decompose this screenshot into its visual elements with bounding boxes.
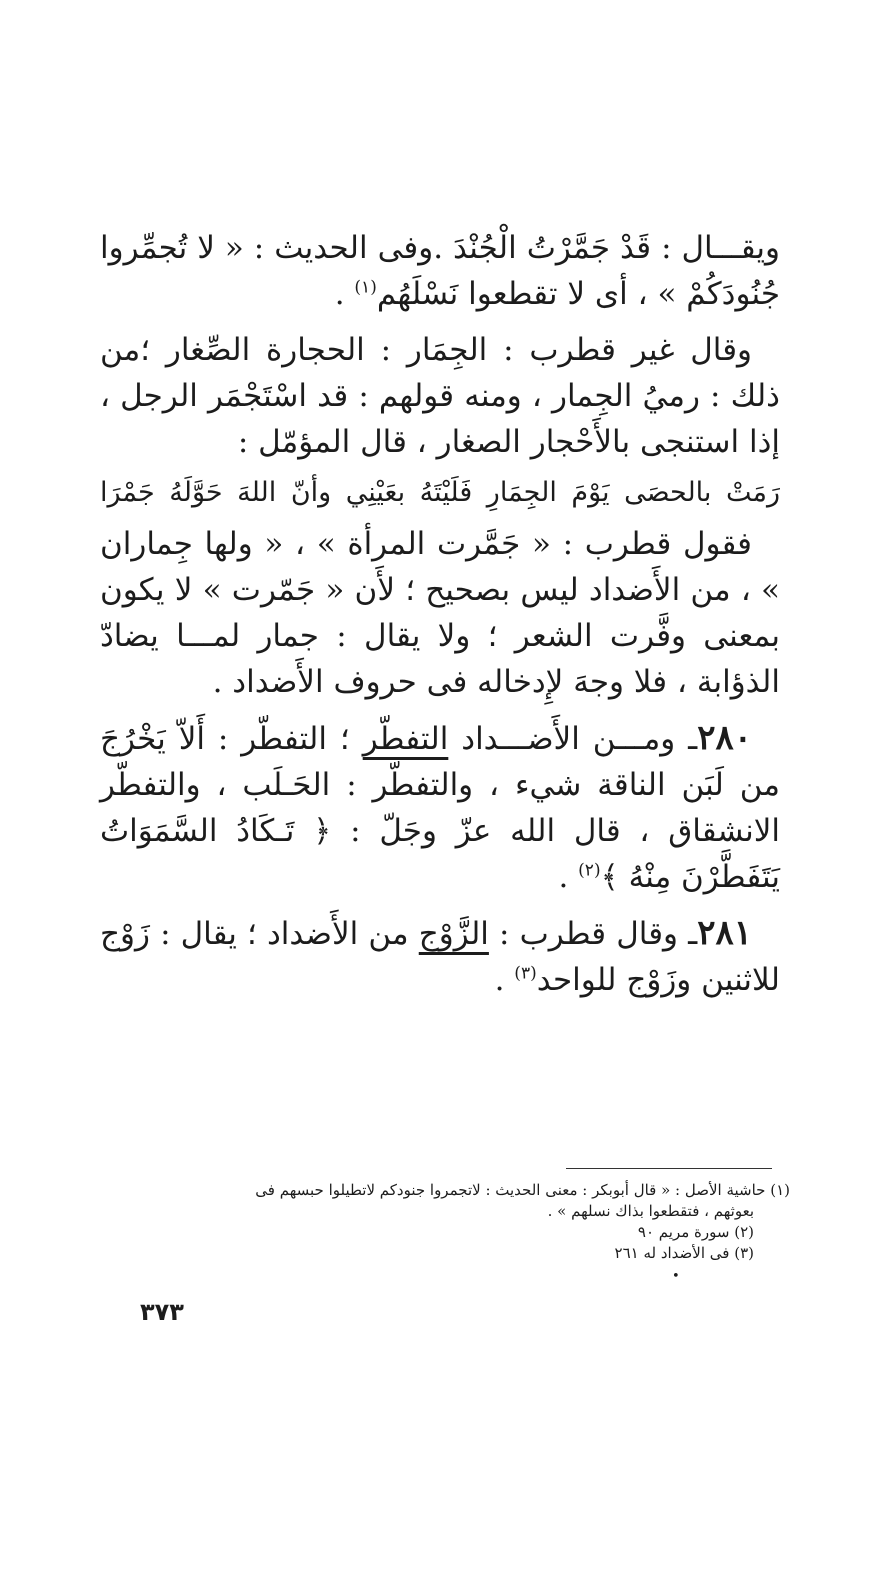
entry-number: ٢٨٠ — [697, 718, 752, 758]
footnotes — [80, 1180, 790, 1264]
footnote-ref-1: (١) — [354, 277, 377, 298]
poetry-verse: رَمَتْ بالحصَى يَوْمَ الجِمَارِ فَلَيْتَهُ بعَيْنِي وأنّ اللهَ حَوَّلَهُ جَمْرَا — [100, 477, 780, 508]
entry-280 — [100, 715, 780, 900]
footnote-2: (٢) سورة مريم ٩٠ — [637, 1223, 754, 1241]
entry-end: . — [494, 962, 515, 998]
paragraph-qutrub: فقول قطرب : « جَمَّرت المرأة » ، « ولها جِماران » ، من الأَضداد ليس بصحيح ؛ لأَن « جَمّرت » لا يكون بمعنى وفَّرت الشعر ؛ ولا يقال : جمار لمـــا يضادّ الذؤابة ، فلا وجهَ لإِدخاله فى حروف الأَضداد . — [100, 526, 780, 700]
paragraph-text: ويقـــال : قَدْ جَمَّرْتُ الْجُنْدَ .وفى الحديث : « لا تُجمِّروا جُنُودَكُمْ » ، أى لا تقطعوا نَسْلَهُم — [100, 230, 780, 312]
entry-prefix: ـ وقال قطرب : — [488, 916, 698, 952]
footnote-divider — [566, 1168, 772, 1169]
main-text — [100, 225, 780, 1013]
paragraph-jimar: وقال غير قطرب : الجِمَار : الحجارة الصِّغار ؛من ذلك : رميُ الجِمار ، ومنه قولهم : قد اسْتَجْمَر الرجل ، إذا استنجى بالأَحْجار الصغار ، قال المؤمّل : — [100, 332, 780, 460]
footnote-ref-3: (٣) — [514, 963, 537, 984]
entry-text: ؛ التفطّر : أَلاّ يَخْرُجَ من لَبَن الناقة شيء ، والتفطّر : الحَـلَب ، والتفطّر الانشقاق ، قال الله عزّ وجَلّ : ﴿ تَـكَادُ السَّمَوَاتُ يَتَفَطَّرْنَ مِنْهُ ﴾ — [100, 721, 780, 895]
entry-281 — [100, 910, 780, 1003]
entry-number: ٢٨١ — [697, 913, 752, 953]
entry-end: . — [558, 859, 579, 895]
bullet-mark: • — [672, 1269, 680, 1284]
entry-headword: الزَّوْج — [418, 916, 489, 952]
footnote-1-continued: بعوثهم ، فتقطعوا بذاك نسلهم » . — [547, 1202, 754, 1220]
entry-headword: التفطّر — [362, 721, 449, 757]
footnote-ref-2: (٢) — [578, 860, 601, 881]
footnote-3: (٣) فى الأضداد له ٢٦١ — [614, 1244, 754, 1262]
footnote-1: (١) حاشية الأصل : « قال أبوبكر : معنى الحديث : لاتجمروا جنودكم لاتطيلوا حبسهم فى — [255, 1181, 790, 1199]
page-number: ٣٧٣ — [140, 1298, 184, 1326]
entry-prefix: ـ ومـــن الأَضـــداد — [448, 721, 698, 757]
entry-text: من الأَضداد ؛ يقال : زَوْج للاثنين وزَوْج للواحد — [100, 916, 780, 998]
paragraph-hadith — [100, 225, 780, 317]
paragraph-end: . — [334, 276, 355, 312]
